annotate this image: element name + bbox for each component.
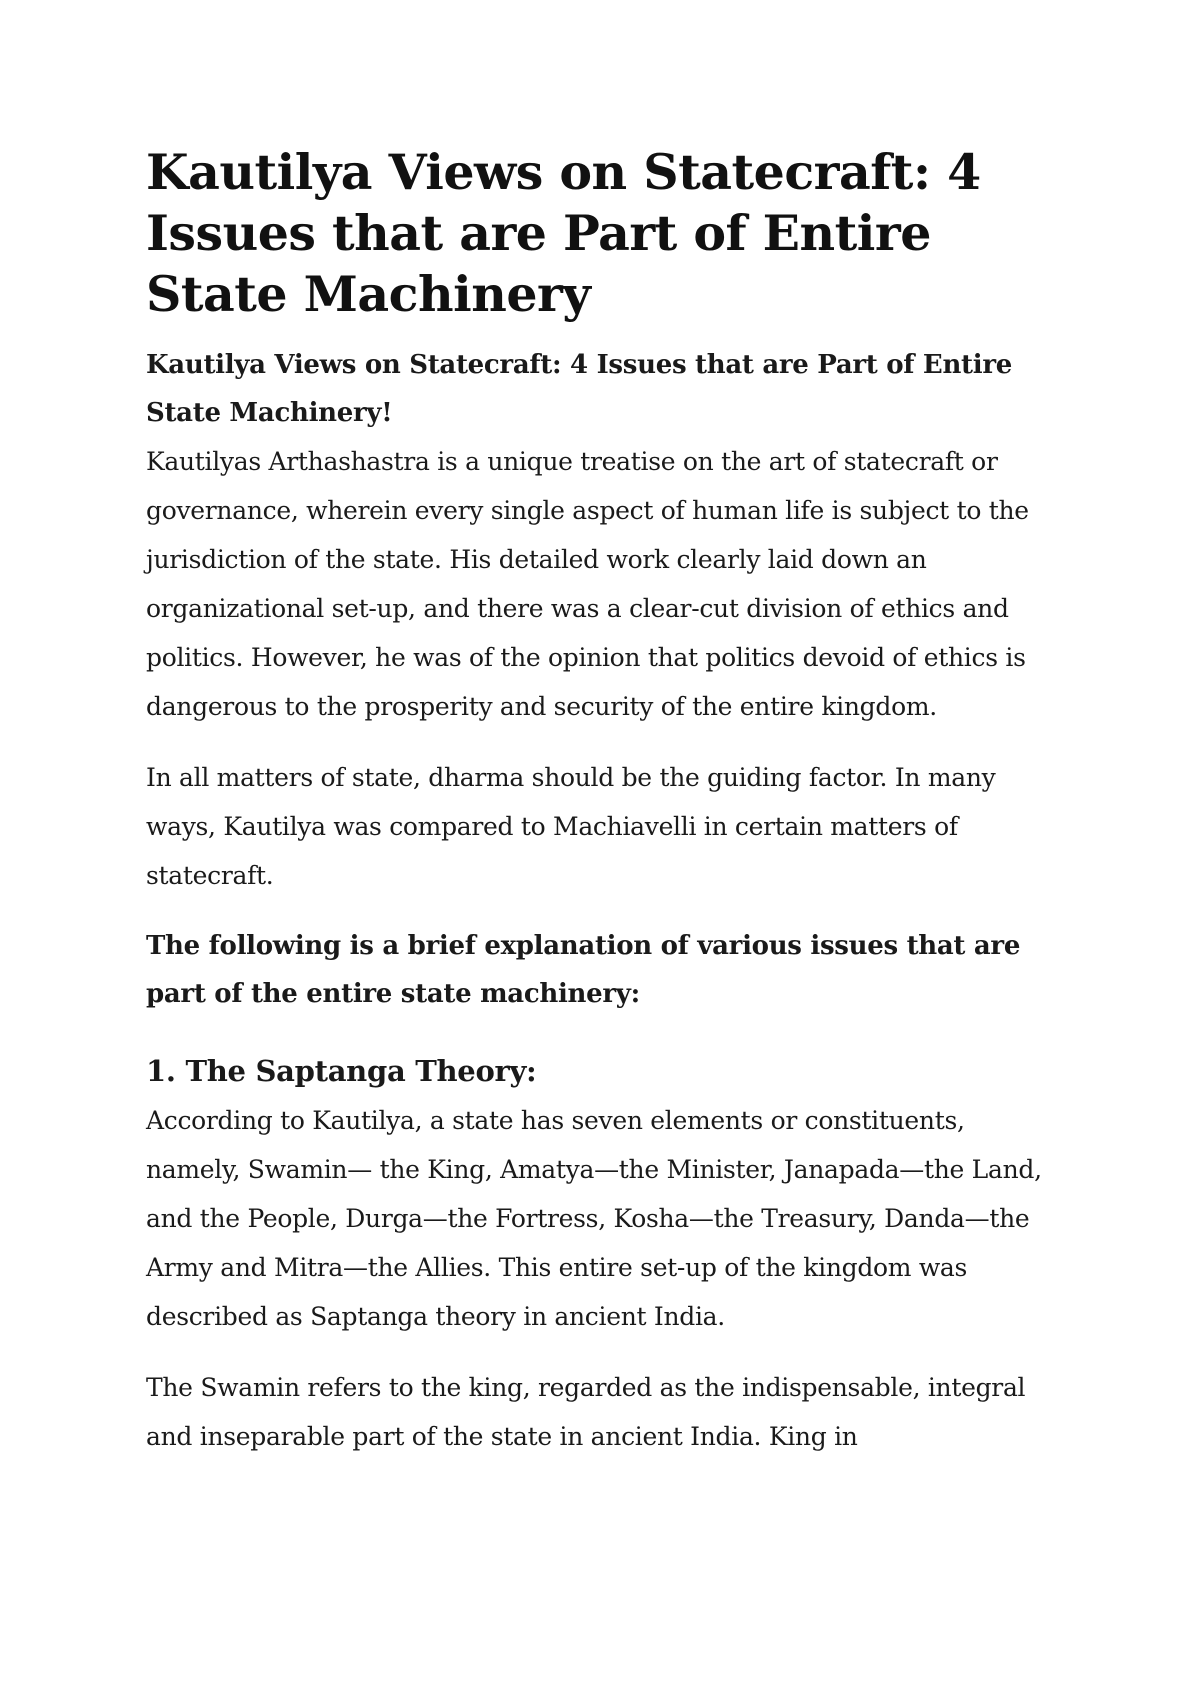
section-heading-saptanga: 1. The Saptanga Theory:	[146, 1054, 537, 1088]
intro-bold-paragraph: The following is a brief explanation of various issues that are part of the entire state machinery:	[146, 931, 1021, 1009]
article-subtitle: Kautilya Views on Statecraft: 4 Issues that are Part of Entire State Machinery!	[146, 350, 1012, 428]
article-title: Kautilya Views on Statecraft: 4 Issues that are Part of Entire State Machinery	[146, 143, 981, 323]
paragraph-saptanga: According to Kautilya, a state has seven elements or constituents, namely, Swamin— the King, Amatya—the Minister, Janapada—the Land, and the People, Durga—the Fortress, Kosha—the Treasury, Danda—the Army and Mitra—the Allies. This entire set-up of the kingdom was described as Saptanga theory in ancient India.	[146, 1106, 1042, 1331]
paragraph-arthashastra: Kautilyas Arthashastra is a unique treatise on the art of statecraft or governance, wherein every single aspect of human life is subject to the jurisdiction of the state. His detailed work clearly laid down an organizational set-up, and there was a clear-cut division of ethics and politics. However, he was of the opinion that politics devoid of ethics is dangerous to the prosperity and security of the entire kingdom.	[146, 447, 1029, 721]
paragraph-dharma: In all matters of state, dharma should be the guiding factor. In many ways, Kautilya was compared to Machiavelli in certain matters of statecraft.	[146, 763, 996, 890]
document-page	[146, 142, 1066, 1461]
paragraph-swamin: The Swamin refers to the king, regarded as the indispensable, integral and inseparable part of the state in ancient India. King in	[146, 1373, 1026, 1451]
